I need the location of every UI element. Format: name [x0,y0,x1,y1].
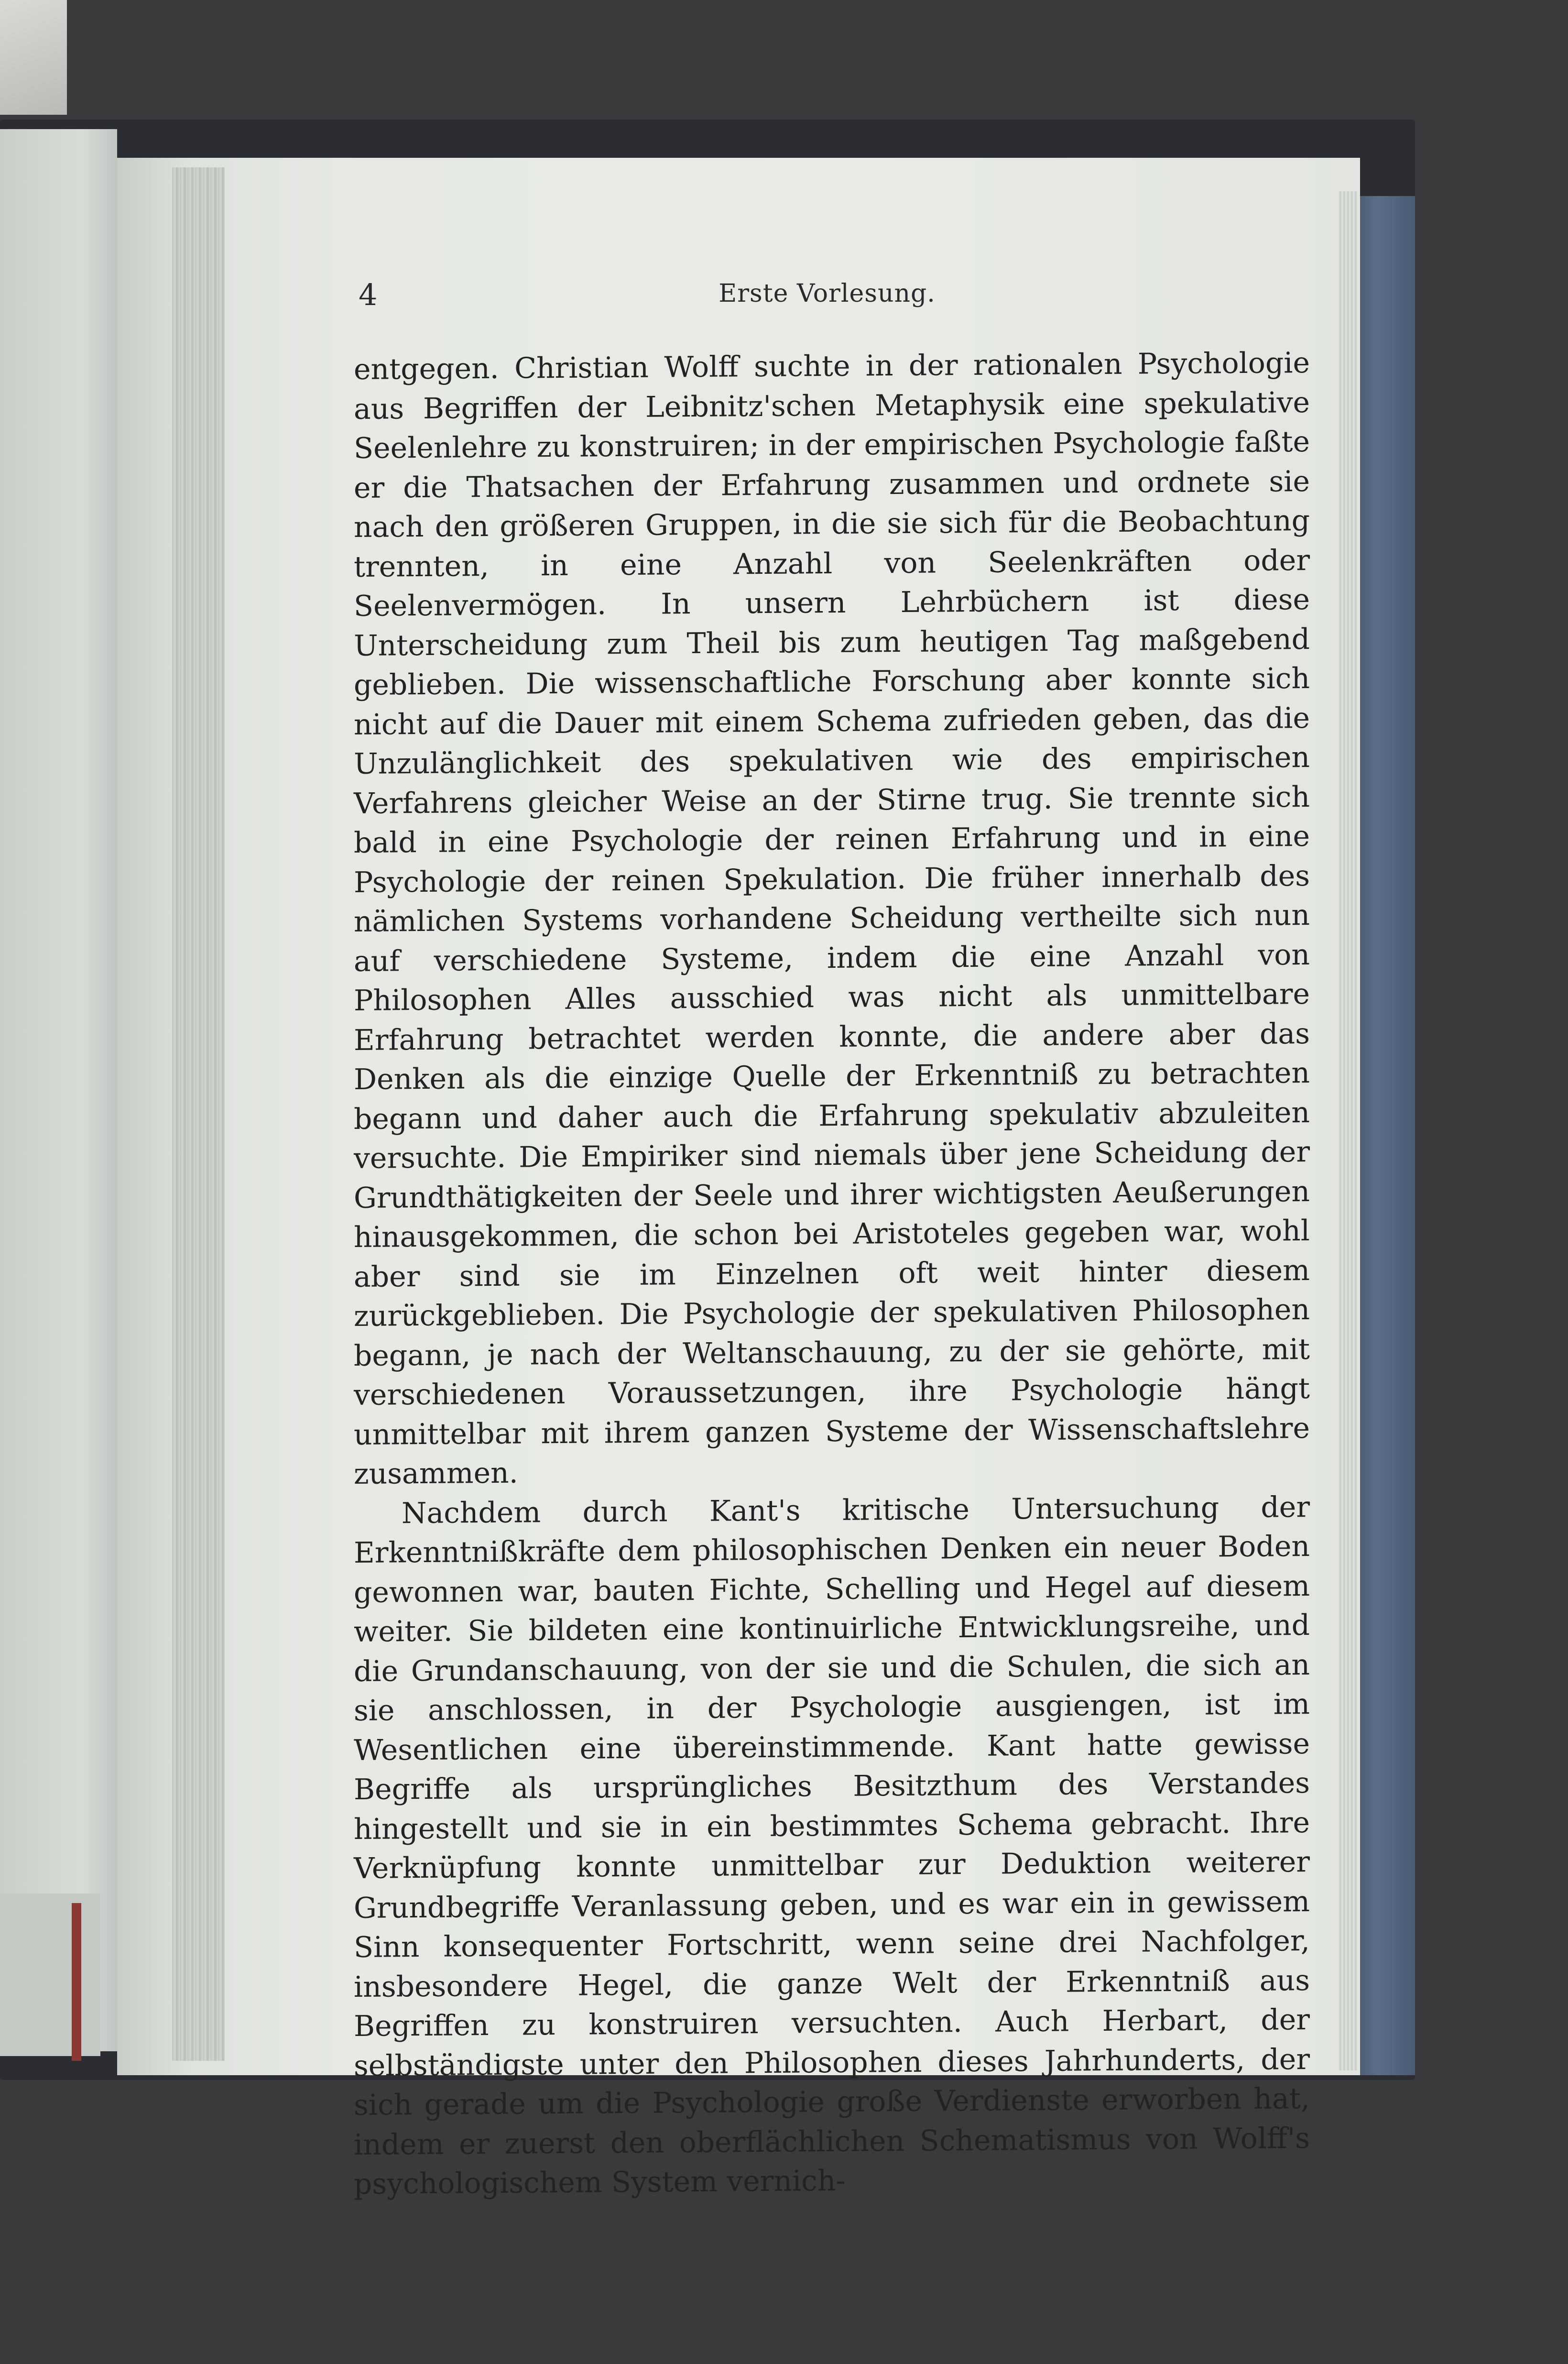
left-page-edge [0,1893,100,2056]
page-stack-edge [1339,191,1358,2070]
paragraph: Nachdem durch Kant's kritische Untersuchung der Erkenntnißkräfte dem philosophischen Denken ein neuer Boden gewonnen war, bauten Fichte, Schelling und Hegel auf diesem weiter. Sie bildeten eine kontinuirliche Entwicklungsreihe, und die Grundanschauung, von der sie und die Schulen, die sich an sie anschlossen, in der Psychologie ausgiengen, ist im Wesentlichen eine übereinstimmende. Kant hatte gewisse Begriffe als ursprüngliches Besitzthum des Verstandes hingestellt und sie in ein bestimmtes Schema gebracht. Ihre Verknüpfung konnte unmittelbar zur Deduktion weiterer Grundbegriffe Veranlassung geben, und es war ein in gewissem Sinn konsequenter Fortschritt, wenn seine drei Nachfolger, insbesondere Hegel, die ganze Welt der Erkenntniß aus Begriffen zu konstruiren versuchten. Auch Herbart, der selbständigste unter den Philosophen dieses Jahrhunderts, der sich gerade um die Psychologie große Verdienste erworben hat, indem er zuerst den oberflächlichen Schematismus von Wolff's psychologischem System vernich- [354,1490,1310,2201]
page-gutter [172,167,225,2061]
paragraph: entgegen. Christian Wolff suchte in der rationalen Psychologie aus Begriffen der Leibnitz'schen Metaphysik eine spekulative Seelenlehre zu konstruiren; in der empirischen Psychologie faßte er die Thatsachen der Erfahrung zusammen und ordnete sie nach den größeren Gruppen, in die sie sich für die Beobachtung trennten, in eine Anzahl von Seelenkräften oder Seelenvermögen. In unsern Lehrbüchern ist diese Unterscheidung zum Theil bis zum heutigen Tag maßgebend geblieben. Die wissenschaftliche Forschung aber konnte sich nicht auf die Dauer mit einem Schema zufrieden geben, das die Unzulänglichkeit des spekulativen wie des empirischen Verfahrens gleicher Weise an der Stirne trug. Sie trennte sich bald in eine Psychologie der reinen Erfahrung und in eine Psychologie der reinen Spekulation. Die früher innerhalb des nämlichen Systems vorhandene Scheidung vertheilte sich nun auf verschiedene Systeme, indem die eine Anzahl von Philosophen Alles ausschied was nicht als unmittelbare Erfahrung betrachtet werden konnte, die andere aber das Denken als die einzige Quelle der Erkenntniß zu betrachten begann und daher auch die Erfahrung spekulativ abzuleiten versuchte. Die Empiriker sind niemals über jene Scheidung der Grundthätigkeiten der Seele und ihrer wichtigsten Aeußerungen hinausgekommen, die schon bei Aristoteles gegeben war, wohl aber sind sie im Einzelnen oft weit hinter diesem zurückgeblieben. Die Psychologie der spekulativen Philosophen begann, je nach der Weltanschauung, zu der sie gehörte, mit verschiedenen Voraussetzungen, ihre Psychologie hängt unmittelbar mit ihrem ganzen Systeme der Wissenschaftslehre zusammen. [354,346,1310,1491]
body-text [354,343,1310,2204]
page-number: 4 [359,277,378,312]
left-page [0,129,117,2051]
page-header [359,273,1296,325]
running-title: Erste Vorlesung. [719,279,936,308]
book-spine-red-edge [72,1903,81,2061]
book-cover-edge [1353,196,1415,2075]
background-paper-corner [0,0,67,115]
